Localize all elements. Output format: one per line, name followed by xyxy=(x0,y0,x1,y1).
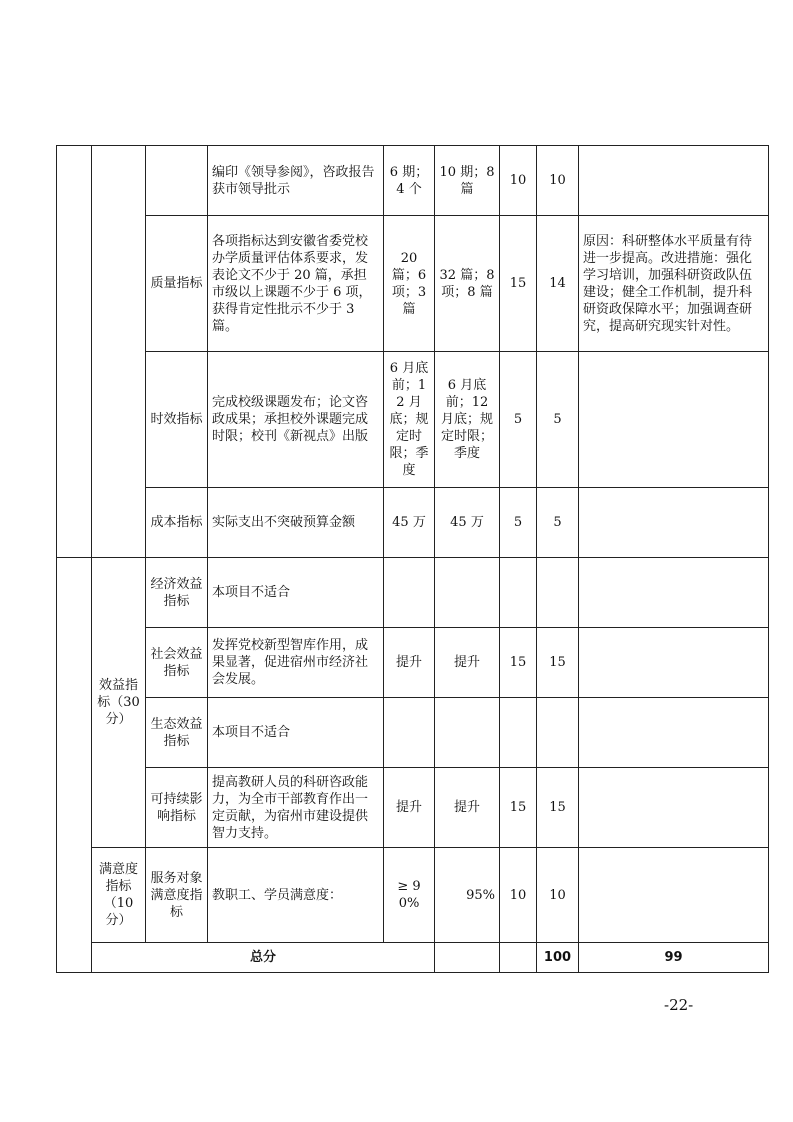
actual-value: 95% xyxy=(435,848,500,943)
performance-evaluation-table xyxy=(56,145,769,973)
indicator-content: 完成校级课题发布；论文咨政成果；承担校外课题完成时限；校刊《新视点》出版 xyxy=(208,352,384,488)
annual-target: 提升 xyxy=(384,768,435,848)
actual-value xyxy=(435,558,500,628)
actual-value: 提升 xyxy=(435,768,500,848)
score-value: 15 xyxy=(537,768,579,848)
secondary-indicator-cell xyxy=(92,146,146,558)
table-row xyxy=(57,698,769,768)
weight-value: 5 xyxy=(500,488,537,558)
indicator-content: 提高教研人员的科研咨政能力，为全市干部教育作出一定贡献，为宿州市建设提供智力支持。 xyxy=(208,768,384,848)
indicator-content: 本项目不适合 xyxy=(208,558,384,628)
total-label: 总分 xyxy=(92,943,435,973)
actual-value: 6 月底前；12 月底；规定时限；季度 xyxy=(435,352,500,488)
tertiary-indicator xyxy=(146,146,208,216)
page-number: -22- xyxy=(664,996,694,1014)
tertiary-indicator: 生态效益指标 xyxy=(146,698,208,768)
annual-target: 6 期；4 个 xyxy=(384,146,435,216)
tertiary-indicator: 社会效益指标 xyxy=(146,628,208,698)
tertiary-indicator: 服务对象满意度指标 xyxy=(146,848,208,943)
indicator-content: 实际支出不突破预算金额 xyxy=(208,488,384,558)
score-value: 5 xyxy=(537,488,579,558)
total-weight: 100 xyxy=(537,943,579,973)
remark-cell xyxy=(579,698,769,768)
remark-cell xyxy=(579,628,769,698)
indicator-content: 教职工、学员满意度： xyxy=(208,848,384,943)
total-actual xyxy=(500,943,537,973)
weight-value: 5 xyxy=(500,352,537,488)
table-row xyxy=(57,558,769,628)
weight-value xyxy=(500,558,537,628)
table-row xyxy=(57,848,769,943)
actual-value: 45 万 xyxy=(435,488,500,558)
annual-target: ≥ 90% xyxy=(384,848,435,943)
table-row xyxy=(57,146,769,216)
tertiary-indicator: 质量指标 xyxy=(146,216,208,352)
tertiary-indicator: 成本指标 xyxy=(146,488,208,558)
remark-cell xyxy=(579,558,769,628)
actual-value xyxy=(435,698,500,768)
indicator-content: 发挥党校新型智库作用，成果显著，促进宿州市经济社会发展。 xyxy=(208,628,384,698)
benefit-indicator-label: 效益指标（30 分） xyxy=(92,558,146,848)
satisfaction-indicator-label: 满意度指标（10 分） xyxy=(92,848,146,943)
annual-target xyxy=(384,698,435,768)
actual-value: 10 期；8 篇 xyxy=(435,146,500,216)
score-value: 10 xyxy=(537,848,579,943)
remark-cell xyxy=(579,768,769,848)
total-target xyxy=(435,943,500,973)
tertiary-indicator: 经济效益指标 xyxy=(146,558,208,628)
weight-value xyxy=(500,698,537,768)
table-row xyxy=(57,628,769,698)
weight-value: 15 xyxy=(500,768,537,848)
score-value xyxy=(537,698,579,768)
tertiary-indicator: 可持续影响指标 xyxy=(146,768,208,848)
indicator-content: 本项目不适合 xyxy=(208,698,384,768)
table-row xyxy=(57,768,769,848)
remark-cell xyxy=(579,146,769,216)
indicator-content: 各项指标达到安徽省委党校办学质量评估体系要求，发表论文不少于 20 篇，承担市级以上课题不少于 6 项，获得肯定性批示不少于 3 篇。 xyxy=(208,216,384,352)
actual-value: 提升 xyxy=(435,628,500,698)
remark-cell xyxy=(579,352,769,488)
actual-value: 32 篇；8 项；8 篇 xyxy=(435,216,500,352)
remark-cell: 原因：科研整体水平质量有待进一步提高。改进措施：强化学习培训，加强科研资政队伍建设；健全工作机制，提升科研资政保障水平；加强调查研究，提高研究现实针对性。 xyxy=(579,216,769,352)
primary-indicator-cell xyxy=(57,146,92,558)
remark-cell xyxy=(579,488,769,558)
primary-indicator-cell xyxy=(57,558,92,973)
score-value: 14 xyxy=(537,216,579,352)
table-row xyxy=(57,352,769,488)
total-score: 99 xyxy=(579,943,769,973)
weight-value: 15 xyxy=(500,216,537,352)
indicator-content: 编印《领导参阅》，咨政报告获市领导批示 xyxy=(208,146,384,216)
score-value: 10 xyxy=(537,146,579,216)
annual-target: 20 篇；6 项；3 篇 xyxy=(384,216,435,352)
weight-value: 10 xyxy=(500,848,537,943)
annual-target: 45 万 xyxy=(384,488,435,558)
annual-target xyxy=(384,558,435,628)
annual-target: 6 月底前；12 月底；规定时限；季度 xyxy=(384,352,435,488)
tertiary-indicator: 时效指标 xyxy=(146,352,208,488)
total-row xyxy=(57,943,769,973)
table-row xyxy=(57,216,769,352)
table-row xyxy=(57,488,769,558)
score-value xyxy=(537,558,579,628)
score-value: 15 xyxy=(537,628,579,698)
annual-target: 提升 xyxy=(384,628,435,698)
remark-cell xyxy=(579,848,769,943)
weight-value: 15 xyxy=(500,628,537,698)
score-value: 5 xyxy=(537,352,579,488)
weight-value: 10 xyxy=(500,146,537,216)
